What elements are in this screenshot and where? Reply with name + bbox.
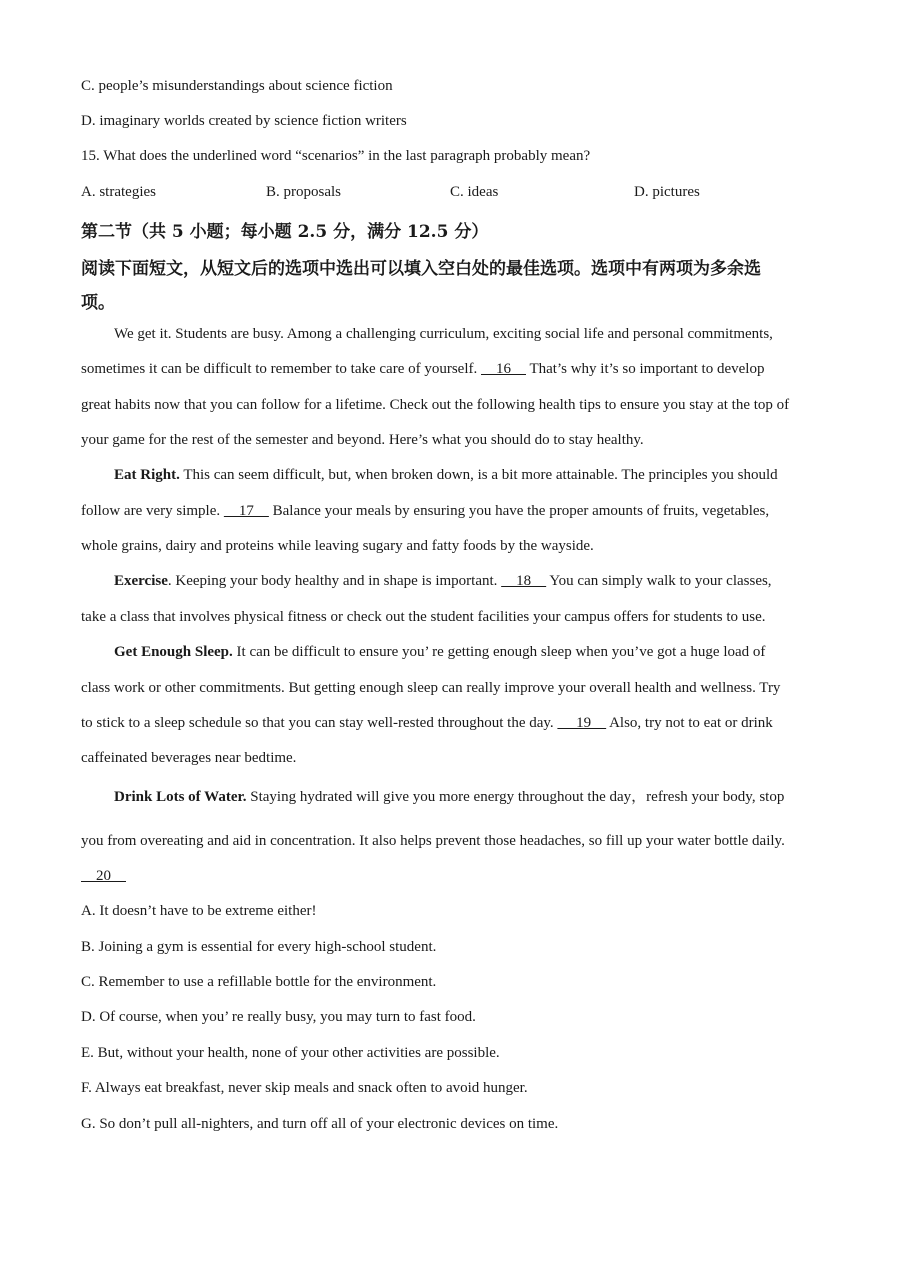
paragraph-4-line-4: caffeinated beverages near bedtime.: [81, 750, 297, 766]
blank-18: 18: [501, 573, 547, 589]
option-g: G. So don’t pull all-nighters, and turn off all of your electronic devices on time.: [81, 1116, 559, 1132]
q15-option-c: C. ideas: [450, 184, 499, 200]
q14-option-d: D. imaginary worlds created by science fiction writers: [81, 113, 407, 129]
paragraph-2-line-3: whole grains, dairy and proteins while leaving sugary and fatty foods by the wayside.: [81, 538, 594, 554]
heading-exercise: Exercise: [114, 573, 168, 589]
q15-option-d: D. pictures: [634, 184, 700, 200]
paragraph-2-line-2: follow are very simple. 17 Balance your meals by ensuring you have the proper amounts of fruits, vegetables,: [81, 503, 770, 519]
paragraph-5-line-3: [81, 868, 126, 885]
blank-20: 20: [81, 868, 126, 884]
paragraph-1-line-4: your game for the rest of the semester and beyond. Here’s what you should do to stay healthy.: [81, 432, 644, 448]
paragraph-3-line-2: take a class that involves physical fitness or check out the student facilities your campus offers for students to use.: [81, 609, 766, 625]
paragraph-5-line-1: Drink Lots of Water. Staying hydrated will give you more energy throughout the day，refresh your body, stop: [114, 789, 785, 805]
option-e: E. But, without your health, none of your other activities are possible.: [81, 1045, 500, 1061]
paragraph-4-line-3: to stick to a sleep schedule so that you can stay well-rested throughout the day. 19 Also, try not to eat or drink: [81, 715, 773, 731]
paragraph-1-line-1: We get it. Students are busy. Among a challenging curriculum, exciting social life and personal commitments,: [114, 326, 773, 342]
section-instruction-line1: 阅读下面短文，从短文后的选项中选出可以填入空白处的最佳选项。选项中有两项为多余选: [81, 259, 761, 279]
option-c: C. Remember to use a refillable bottle for the environment.: [81, 974, 437, 990]
option-d: D. Of course, when you’ re really busy, you may turn to fast food.: [81, 1009, 476, 1025]
paragraph-2-line-1: Eat Right. This can seem difficult, but, when broken down, is a bit more attainable. The principles you should: [114, 467, 778, 483]
paragraph-1-line-2: sometimes it can be difficult to remember to take care of yourself. 16 That’s why it’s so important to develop: [81, 361, 765, 377]
paragraph-3-line-1: Exercise. Keeping your body healthy and in shape is important. 18 You can simply walk to your classes,: [114, 573, 772, 589]
blank-17: 17: [223, 503, 269, 519]
option-f: F. Always eat breakfast, never skip meals and snack often to avoid hunger.: [81, 1080, 528, 1096]
section-instruction-line2: 项。: [81, 293, 115, 313]
section-heading: 第二节（共 5 小题；每小题 2.5 分，满分 12.5 分）: [81, 222, 489, 242]
q14-option-c: C. people’s misunderstandings about science fiction: [81, 78, 393, 94]
option-a: A. It doesn’t have to be extreme either!: [81, 903, 317, 919]
blank-19: 19: [557, 715, 607, 731]
heading-sleep: Get Enough Sleep.: [114, 644, 233, 660]
q15-option-a: A. strategies: [81, 184, 156, 200]
option-b: B. Joining a gym is essential for every high-school student.: [81, 939, 437, 955]
paragraph-4-line-1: Get Enough Sleep. It can be difficult to ensure you’ re getting enough sleep when you’ve got a huge load of: [114, 644, 766, 660]
paragraph-1-line-3: great habits now that you can follow for a lifetime. Check out the following health tips to ensure you stay at the top of: [81, 397, 790, 413]
q15-option-b: B. proposals: [266, 184, 341, 200]
blank-16: 16: [481, 361, 526, 377]
q15-question: 15. What does the underlined word “scenarios” in the last paragraph probably mean?: [81, 148, 591, 164]
heading-eat-right: Eat Right.: [114, 467, 180, 483]
paragraph-5-line-2: you from overeating and aid in concentration. It also helps prevent those headaches, so fill up your water bottle daily.: [81, 833, 785, 849]
paragraph-4-line-2: class work or other commitments. But getting enough sleep can really improve your overall health and wellness. Try: [81, 680, 781, 696]
heading-water: Drink Lots of Water.: [114, 789, 247, 805]
